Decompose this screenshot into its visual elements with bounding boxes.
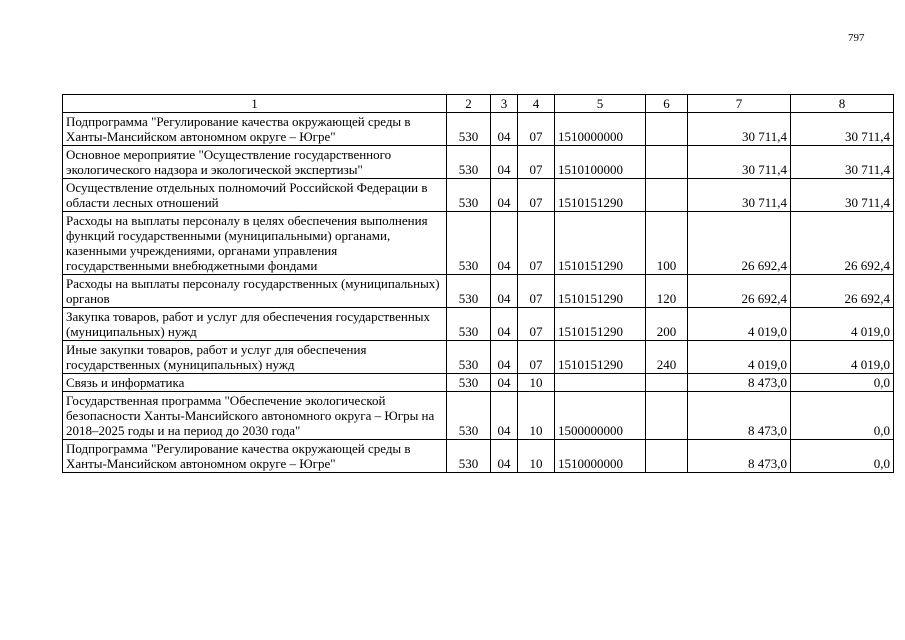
row-c7: 30 711,4: [688, 113, 791, 146]
header-col-2: 2: [447, 95, 491, 113]
table-row: [63, 440, 894, 473]
row-c2: 530: [447, 146, 491, 179]
row-c5: 1510151290: [555, 212, 646, 275]
row-c6: [646, 179, 688, 212]
row-c5: 1510151290: [555, 341, 646, 374]
row-c2: 530: [447, 392, 491, 440]
row-c5: 1500000000: [555, 392, 646, 440]
budget-table: [62, 94, 894, 473]
row-c8: 0,0: [791, 374, 894, 392]
row-c2: 530: [447, 113, 491, 146]
row-c4: 07: [518, 308, 555, 341]
row-c8: 4 019,0: [791, 341, 894, 374]
row-c2: 530: [447, 212, 491, 275]
row-c8: 26 692,4: [791, 275, 894, 308]
row-c7: 26 692,4: [688, 212, 791, 275]
row-c8: 4 019,0: [791, 308, 894, 341]
row-c5: 1510151290: [555, 179, 646, 212]
row-name: Расходы на выплаты персоналу в целях обеспечения выполнения функций государственными (муниципальными) органами, казенными учреждениями, органами управления государственными внебюджетными фондами: [63, 212, 447, 275]
row-c3: 04: [491, 440, 518, 473]
header-col-7: 7: [688, 95, 791, 113]
row-c4: 10: [518, 374, 555, 392]
header-col-6: 6: [646, 95, 688, 113]
row-c3: 04: [491, 179, 518, 212]
row-c7: 8 473,0: [688, 374, 791, 392]
row-c7: 26 692,4: [688, 275, 791, 308]
row-c2: 530: [447, 179, 491, 212]
header-col-1: 1: [63, 95, 447, 113]
row-c3: 04: [491, 212, 518, 275]
row-c5: 1510100000: [555, 146, 646, 179]
table-row: [63, 374, 894, 392]
table-row: [63, 179, 894, 212]
row-c6: 120: [646, 275, 688, 308]
table-row: [63, 308, 894, 341]
row-name: Государственная программа "Обеспечение экологической безопасности Ханты-Мансийского автономного округа – Югры на 2018–2025 годы и на период до 2030 года": [63, 392, 447, 440]
row-c3: 04: [491, 341, 518, 374]
row-c2: 530: [447, 308, 491, 341]
table-row: [63, 275, 894, 308]
row-c4: 07: [518, 341, 555, 374]
row-c6: 200: [646, 308, 688, 341]
row-name: Закупка товаров, работ и услуг для обеспечения государственных (муниципальных) нужд: [63, 308, 447, 341]
row-c8: 30 711,4: [791, 113, 894, 146]
row-c5: 1510151290: [555, 275, 646, 308]
row-name: Осуществление отдельных полномочий Российской Федерации в области лесных отношений: [63, 179, 447, 212]
row-c8: 0,0: [791, 440, 894, 473]
row-c4: 10: [518, 392, 555, 440]
row-c2: 530: [447, 275, 491, 308]
header-row: [63, 95, 894, 113]
row-name: Иные закупки товаров, работ и услуг для обеспечения государственных (муниципальных) нужд: [63, 341, 447, 374]
row-c3: 04: [491, 113, 518, 146]
row-name: Расходы на выплаты персоналу государственных (муниципальных) органов: [63, 275, 447, 308]
row-c8: 30 711,4: [791, 179, 894, 212]
row-c6: [646, 374, 688, 392]
row-c8: 0,0: [791, 392, 894, 440]
row-name: Подпрограмма "Регулирование качества окружающей среды в Ханты-Мансийском автономном округе – Югре": [63, 113, 447, 146]
row-c7: 4 019,0: [688, 341, 791, 374]
row-c6: [646, 440, 688, 473]
row-name: Связь и информатика: [63, 374, 447, 392]
row-c4: 07: [518, 212, 555, 275]
row-name: Подпрограмма "Регулирование качества окружающей среды в Ханты-Мансийском автономном округе – Югре": [63, 440, 447, 473]
row-c6: 240: [646, 341, 688, 374]
row-c6: 100: [646, 212, 688, 275]
row-c4: 10: [518, 440, 555, 473]
row-c7: 4 019,0: [688, 308, 791, 341]
table-row: [63, 212, 894, 275]
row-c4: 07: [518, 113, 555, 146]
header-col-8: 8: [791, 95, 894, 113]
row-c2: 530: [447, 374, 491, 392]
row-c2: 530: [447, 440, 491, 473]
row-c5: 1510000000: [555, 113, 646, 146]
row-c7: 8 473,0: [688, 392, 791, 440]
row-c8: 30 711,4: [791, 146, 894, 179]
row-c3: 04: [491, 146, 518, 179]
row-c3: 04: [491, 374, 518, 392]
header-col-5: 5: [555, 95, 646, 113]
header-col-3: 3: [491, 95, 518, 113]
header-col-4: 4: [518, 95, 555, 113]
row-c7: 30 711,4: [688, 179, 791, 212]
table-row: [63, 392, 894, 440]
row-c5: 1510151290: [555, 308, 646, 341]
row-c7: 30 711,4: [688, 146, 791, 179]
row-c8: 26 692,4: [791, 212, 894, 275]
page-number: 797: [848, 32, 865, 44]
row-c6: [646, 392, 688, 440]
row-c5: [555, 374, 646, 392]
row-c4: 07: [518, 179, 555, 212]
row-c6: [646, 146, 688, 179]
row-c6: [646, 113, 688, 146]
row-c3: 04: [491, 392, 518, 440]
row-c4: 07: [518, 146, 555, 179]
row-c5: 1510000000: [555, 440, 646, 473]
table-row: [63, 341, 894, 374]
row-c3: 04: [491, 275, 518, 308]
row-c7: 8 473,0: [688, 440, 791, 473]
row-c3: 04: [491, 308, 518, 341]
row-c4: 07: [518, 275, 555, 308]
table-row: [63, 113, 894, 146]
row-name: Основное мероприятие "Осуществление государственного экологического надзора и экологической экспертизы": [63, 146, 447, 179]
row-c2: 530: [447, 341, 491, 374]
table-row: [63, 146, 894, 179]
